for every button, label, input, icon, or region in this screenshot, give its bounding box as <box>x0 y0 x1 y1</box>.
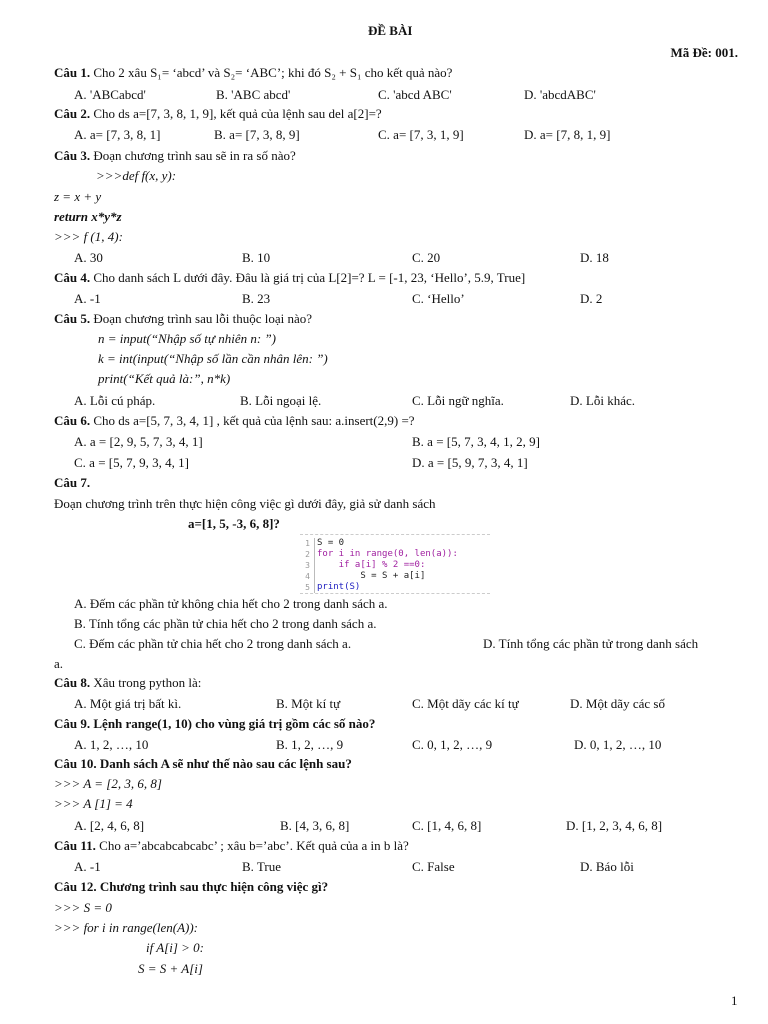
q9-option-b: B. 1, 2, …, 9 <box>276 737 344 752</box>
question-label: Câu 1. <box>54 65 91 80</box>
q2-option-b: B. a= [7, 3, 8, 9] <box>214 127 300 142</box>
question-text: Cho a=’abcabcabcabc’ ; xâu b=’abc’. Kết quả của a in b là? <box>99 838 409 853</box>
question-text: Cho ds a=[5, 7, 3, 4, 1] , kết quả của lệnh sau: a.insert(2,9) =? <box>93 413 415 428</box>
code-line: print(S) <box>317 582 361 592</box>
question-11 <box>54 839 409 852</box>
question-6 <box>54 414 415 427</box>
question-text: Đoạn chương trình sau lỗi thuộc loại nào? <box>93 311 312 326</box>
q5-option-d: D. Lỗi khác. <box>570 393 635 408</box>
question-label: Câu 11. <box>54 838 96 853</box>
q2-option-a: A. a= [7, 3, 8, 1] <box>74 127 161 142</box>
question-10 <box>54 757 352 770</box>
line-number: 1 <box>305 539 310 548</box>
q6-option-a: A. a = [2, 9, 5, 7, 3, 4, 1] <box>74 434 203 449</box>
q11-option-d: D. Báo lỗi <box>580 859 634 874</box>
question-7-list: a=[1, 5, -3, 6, 8]? <box>188 516 280 531</box>
q6-option-c: C. a = [5, 7, 9, 3, 4, 1] <box>74 455 189 470</box>
q12-code-line-2: >>> for i in range(len(A)): <box>54 920 199 935</box>
line-number: 3 <box>305 561 310 570</box>
q5-code-line-2: k = int(input(“Nhập số lần cần nhân lên: ”) <box>98 351 328 366</box>
code-snippet <box>300 534 490 594</box>
question-text: Cho danh sách L dưới đây. Đâu là giá trị của L[2]=? L = [-1, 23, ‘Hello’, 5.9, True] <box>93 270 526 285</box>
q5-code-line-3: print(“Kết quả là:”, n*k) <box>98 371 231 386</box>
q10-code-line-2: >>> A [1] = 4 <box>54 796 133 811</box>
question-3 <box>54 149 296 162</box>
q9-option-d: D. 0, 1, 2, …, 10 <box>574 737 662 752</box>
q12-code-line-1: >>> S = 0 <box>54 900 112 915</box>
q6-option-b: B. a = [5, 7, 3, 4, 1, 2, 9] <box>412 434 540 449</box>
question-7-label: Câu 7. <box>54 475 91 490</box>
q5-option-c: C. Lỗi ngữ nghĩa. <box>412 393 504 408</box>
q1-option-c: C. 'abcd ABC' <box>378 87 452 102</box>
question-1 <box>54 66 452 79</box>
exam-code: Mã Đề: 001. <box>670 45 738 60</box>
question-label: Câu 6. <box>54 413 91 428</box>
q5-option-a: A. Lỗi cú pháp. <box>74 393 156 408</box>
q9-option-a: A. 1, 2, …, 10 <box>74 737 149 752</box>
q8-option-a: A. Một giá trị bất kì. <box>74 696 182 711</box>
question-2 <box>54 107 382 120</box>
q4-option-b: B. 23 <box>242 291 271 306</box>
q5-option-b: B. Lỗi ngoại lệ. <box>240 393 322 408</box>
q4-option-d: D. 2 <box>580 291 603 306</box>
line-number: 5 <box>305 583 310 592</box>
q11-option-c: C. False <box>412 859 455 874</box>
code-line: S = S + a[i] <box>317 571 426 581</box>
question-label: Câu 3. <box>54 148 91 163</box>
q6-option-d: D. a = [5, 9, 7, 3, 4, 1] <box>412 455 528 470</box>
q9-option-c: C. 0, 1, 2, …, 9 <box>412 737 493 752</box>
q11-option-a: A. -1 <box>74 859 101 874</box>
question-9 <box>54 717 375 730</box>
question-label: Câu 9. <box>54 716 91 731</box>
q10-option-b: B. [4, 3, 6, 8] <box>280 818 350 833</box>
q8-option-b: B. Một kí tự <box>276 696 341 711</box>
exam-title: ĐỀ BÀI <box>368 23 413 38</box>
question-label: Câu 10. <box>54 756 97 771</box>
q1-option-a: A. 'ABCabcd' <box>74 87 146 102</box>
q3-code-line-4: >>> f (1, 4): <box>54 229 123 244</box>
q3-code-line-2: z = x + y <box>54 189 102 204</box>
q8-option-c: C. Một dãy các kí tự <box>412 696 519 711</box>
q7-option-a: A. Đếm các phần tử không chia hết cho 2 trong danh sách a. <box>74 596 388 611</box>
q3-option-a: A. 30 <box>74 250 103 265</box>
q1-option-b: B. 'ABC abcd' <box>216 87 291 102</box>
code-line-numbers <box>300 538 310 593</box>
q8-option-d: D. Một dãy các số <box>570 696 665 711</box>
question-text: Xâu trong python là: <box>93 675 202 690</box>
q4-option-c: C. ‘Hello’ <box>412 291 465 306</box>
q10-option-c: C. [1, 4, 6, 8] <box>412 818 482 833</box>
question-text: Chương trình sau thực hiện công việc gì? <box>99 879 329 894</box>
question-text: Cho 2 xâu S₁= ‘abcd’ và S₂= ‘ABC’; khi đó S₂ + S₁ cho kết quả nào? <box>93 65 453 80</box>
line-number: 2 <box>305 550 310 559</box>
q12-code-line-3: if A[i] > 0: <box>146 940 205 955</box>
question-label: Câu 5. <box>54 311 91 326</box>
question-5 <box>54 312 312 325</box>
page-number: 1 <box>731 993 738 1008</box>
code-lines <box>314 538 458 593</box>
q1-option-d: D. 'abcdABC' <box>524 87 596 102</box>
question-7-text: Đoạn chương trình trên thực hiện công việc gì dưới đây, giả sử danh sách <box>54 496 436 511</box>
question-label: Câu 12. <box>54 879 97 894</box>
question-text: Danh sách A sẽ như thế nào sau các lệnh sau? <box>99 756 352 771</box>
q3-code-line-1: >>>def f(x, y): <box>96 168 177 183</box>
q10-code-line-1: >>> A = [2, 3, 6, 8] <box>54 776 162 791</box>
q3-option-d: D. 18 <box>580 250 609 265</box>
code-line: S = 0 <box>317 538 345 548</box>
q4-option-a: A. -1 <box>74 291 101 306</box>
q7-option-d-tail: a. <box>54 656 64 671</box>
q7-option-b: B. Tính tổng các phần tử chia hết cho 2 trong danh sách a. <box>74 616 377 631</box>
q2-option-d: D. a= [7, 8, 1, 9] <box>524 127 611 142</box>
question-4 <box>54 271 525 284</box>
q7-option-c: C. Đếm các phần tử chia hết cho 2 trong danh sách a. <box>74 636 352 651</box>
q11-option-b: B. True <box>242 859 282 874</box>
code-line: for i in range(0, len(a)): <box>317 549 458 559</box>
q12-code-line-4: S = S + A[i] <box>138 961 203 976</box>
q10-option-a: A. [2, 4, 6, 8] <box>74 818 145 833</box>
q3-option-b: B. 10 <box>242 250 271 265</box>
q3-option-c: C. 20 <box>412 250 441 265</box>
question-8 <box>54 676 201 689</box>
question-text: Đoạn chương trình sau sẽ in ra số nào? <box>93 148 296 163</box>
question-12 <box>54 880 328 893</box>
question-label: Câu 2. <box>54 106 91 121</box>
q3-code-line-3: return x*y*z <box>54 209 122 224</box>
q5-code-line-1: n = input(“Nhập số tự nhiên n: ”) <box>98 331 277 346</box>
q7-option-d: D. Tính tổng các phần tử trong danh sách <box>483 636 699 651</box>
question-text: Lệnh range(1, 10) cho vùng giá trị gồm các số nào? <box>93 716 376 731</box>
q10-option-d: D. [1, 2, 3, 4, 6, 8] <box>566 818 663 833</box>
question-label: Câu 8. <box>54 675 91 690</box>
q2-option-c: C. a= [7, 3, 1, 9] <box>378 127 464 142</box>
question-text: Cho ds a=[7, 3, 8, 1, 9], kết quả của lệnh sau del a[2]=? <box>93 106 382 121</box>
code-line: if a[i] % 2 ==0: <box>317 560 426 570</box>
question-label: Câu 4. <box>54 270 91 285</box>
line-number: 4 <box>305 572 310 581</box>
